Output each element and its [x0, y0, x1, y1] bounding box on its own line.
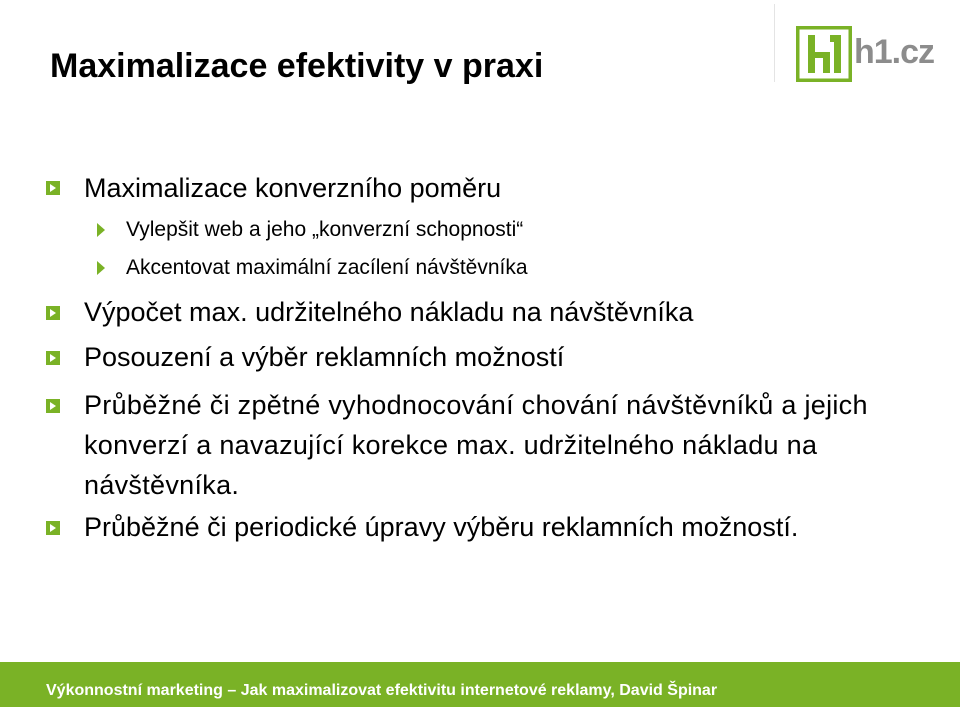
logo-text: h1.cz: [854, 33, 935, 71]
h1-logo: [796, 26, 946, 82]
bullet-marker-icon: [46, 521, 60, 535]
sub-bullet-arrow-icon: [96, 223, 106, 237]
bullet-item: Průběžné či periodické úpravy výběru reklamních možností.: [84, 512, 799, 542]
bullet-marker-icon: [46, 306, 60, 320]
footer-bar: [0, 662, 960, 707]
sub-bullet-arrow-icon: [96, 261, 106, 275]
footer-text: Výkonnostní marketing – Jak maximalizovat efektivitu internetové reklamy, David Špinar: [46, 682, 718, 699]
bullet-marker-icon: [46, 399, 60, 413]
bullet-item: Výpočet max. udržitelného nákladu na návštěvníka: [84, 297, 694, 327]
bullet-item: Maximalizace konverzního poměru: [84, 173, 502, 203]
sub-bullet-item: Akcentovat maximální zacílení návštěvníka: [126, 256, 528, 279]
header-divider: [774, 4, 775, 82]
bullet-marker-icon: [46, 181, 60, 195]
h1-logo-mark-icon: [796, 26, 852, 82]
bullet-item: Posouzení a výběr reklamních možností: [84, 342, 565, 372]
slide-title: Maximalizace efektivity v praxi: [50, 47, 544, 85]
sub-bullet-item: Vylepšit web a jeho „konverzní schopnosti“: [126, 218, 524, 241]
bullet-marker-icon: [46, 351, 60, 365]
bullet-item: Průběžné či zpětné vyhodnocování chování návštěvníků a jejich konverzí a navazující korekce max. udržitelného nákladu na návštěvníka.: [84, 390, 868, 500]
